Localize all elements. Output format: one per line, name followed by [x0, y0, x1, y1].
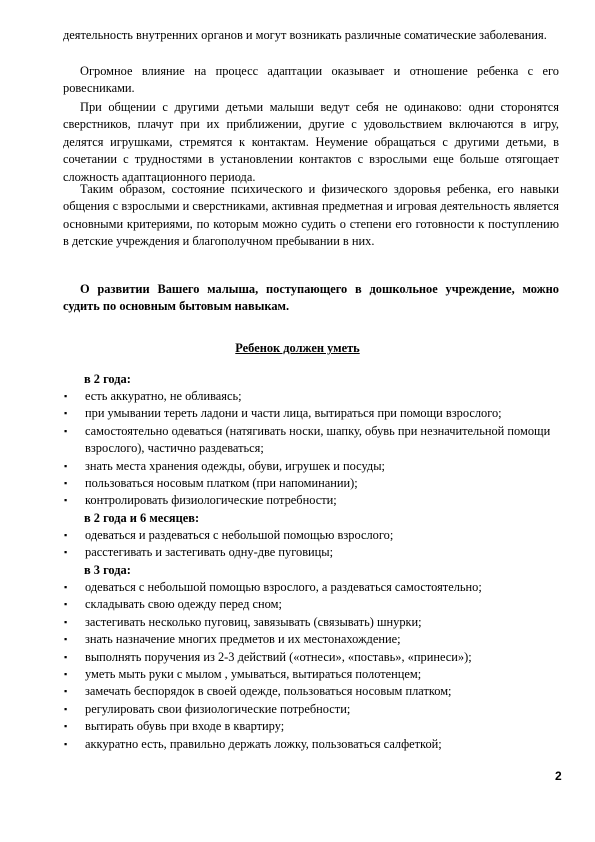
- list-item: ▪ выполнять поручения из 2-3 действий («отнеси», «поставь», «принеси»);: [63, 649, 559, 666]
- list-item: ▪ пользоваться носовым платком (при напоминании);: [63, 475, 559, 492]
- section-heading: О развитии Вашего малыша, поступающего в дошкольное учреждение, можно судить по основным бытовым навыкам.: [63, 282, 559, 314]
- list-item: ▪ вытирать обувь при входе в квартиру;: [63, 718, 559, 735]
- list-item: ▪ аккуратно есть, правильно держать ложку, пользоваться салфеткой;: [63, 736, 559, 753]
- list-item: ▪ знать места хранения одежды, обуви, игрушек и посуды;: [63, 458, 559, 475]
- skills-list-2-years-6-months: [63, 527, 559, 562]
- age-heading-3-years: в 3 года:: [84, 563, 131, 577]
- list-item: ▪ уметь мыть руки с мылом , умываться, вытираться полотенцем;: [63, 666, 559, 683]
- list-item: ▪ замечать беспорядок в своей одежде, пользоваться носовым платком;: [63, 683, 559, 700]
- list-item: ▪ самостоятельно одеваться (натягивать носки, шапку, обувь при незначительной помощи взрослого), частично раздеваться;: [63, 423, 559, 458]
- paragraph-continuation: деятельность внутренних органов и могут возникать различные соматические заболевания.: [63, 28, 547, 42]
- paragraph-communication: При общении с другими детьми малыши ведут себя не одинаково: одни сторонятся сверстников, плачут при их приближении, другие с удовольствием включаются в игру, делятся игрушками, стремятся к контактам. Неумение обращаться с другими детьми, в сочетании с трудностями в установлении контактов с взрослыми еще больше отягощает сложность адаптационного периода.: [63, 100, 559, 184]
- page-number: 2: [555, 769, 562, 783]
- list-item: ▪ знать назначение многих предметов и их местонахождение;: [63, 631, 559, 648]
- list-item: ▪ одеваться и раздеваться с небольшой помощью взрослого;: [63, 527, 559, 544]
- list-item: ▪ при умывании тереть ладони и части лица, вытираться при помощи взрослого;: [63, 405, 559, 422]
- skills-list-2-years: [63, 388, 559, 510]
- age-heading-2-years-6-months: в 2 года и 6 месяцев:: [84, 511, 200, 525]
- list-item: ▪ регулировать свои физиологические потребности;: [63, 701, 559, 718]
- age-heading-2-years: в 2 года:: [84, 372, 131, 386]
- list-item: ▪ расстегивать и застегивать одну-две пуговицы;: [63, 544, 559, 561]
- skills-list-3-years: [63, 579, 559, 753]
- paragraph-peers: Огромное влияние на процесс адаптации оказывает и отношение ребенка с его ровесниками.: [63, 64, 559, 96]
- list-item: ▪ застегивать несколько пуговиц, завязывать (связывать) шнурки;: [63, 614, 559, 631]
- list-item: ▪ складывать свою одежду перед сном;: [63, 596, 559, 613]
- list-item: ▪ одеваться с небольшой помощью взрослого, а раздеваться самостоятельно;: [63, 579, 559, 596]
- list-item: ▪ есть аккуратно, не обливаясь;: [63, 388, 559, 405]
- subtitle-child-should: Ребенок должен уметь: [235, 341, 360, 355]
- paragraph-conclusion: Таким образом, состояние психического и физического здоровья ребенка, его навыки общения с взрослыми и сверстниками, активная предметная и игровая деятельность является основными критериями, по которым можно судить о степени его готовности к поступлению в детские учреждения и благополучном пребывании в них.: [63, 182, 559, 249]
- list-item: ▪ контролировать физиологические потребности;: [63, 492, 559, 509]
